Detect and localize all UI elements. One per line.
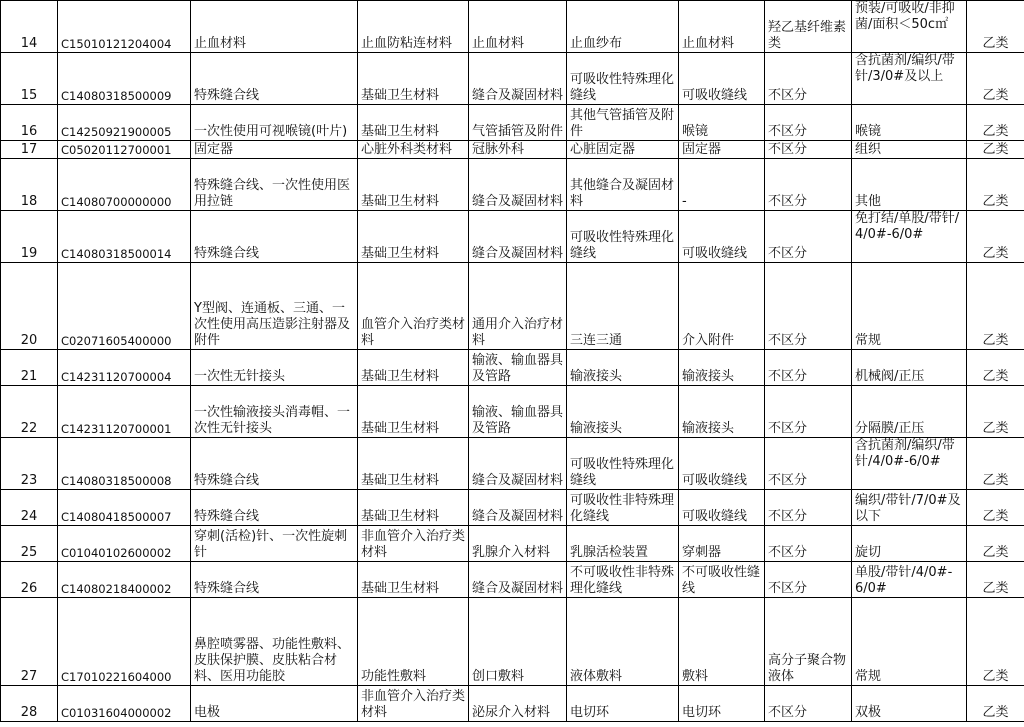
item-code: C14080318500009 <box>58 53 191 105</box>
row-number: 23 <box>1 438 58 490</box>
item-code: C14080218400002 <box>58 562 191 598</box>
category-level-3: 输液接头 <box>567 386 679 438</box>
category-level-2: 乳腺介入材料 <box>469 526 567 562</box>
reimbursement-class: 乙类 <box>967 141 1024 159</box>
row-number: 14 <box>1 1 58 53</box>
category-level-2: 缝合及凝固材料 <box>469 159 567 211</box>
item-code: C02071605400000 <box>58 263 191 350</box>
item-code: C15010121204004 <box>58 1 191 53</box>
category-level-1: 基础卫生材料 <box>358 350 469 386</box>
row-number: 18 <box>1 159 58 211</box>
table-row <box>1 53 1024 105</box>
item-name: 特殊缝合线 <box>191 438 358 490</box>
table-row <box>1 105 1024 141</box>
reimbursement-class: 乙类 <box>967 211 1024 263</box>
table-row <box>1 211 1024 263</box>
row-number: 26 <box>1 562 58 598</box>
category-level-2: 缝合及凝固材料 <box>469 211 567 263</box>
item-name: 电极 <box>191 686 358 722</box>
category-level-1: 非血管介入治疗类材料 <box>358 686 469 722</box>
item-code: C14250921900005 <box>58 105 191 141</box>
category-level-1: 非血管介入治疗类材料 <box>358 526 469 562</box>
item-name: 一次性无针接头 <box>191 350 358 386</box>
category-level-2: 创口敷料 <box>469 598 567 686</box>
row-number: 17 <box>1 141 58 159</box>
table-row <box>1 386 1024 438</box>
category-level-4: 止血材料 <box>679 1 765 53</box>
row-number: 15 <box>1 53 58 105</box>
reimbursement-class: 乙类 <box>967 438 1024 490</box>
category-level-1: 基础卫生材料 <box>358 490 469 526</box>
reimbursement-class: 乙类 <box>967 159 1024 211</box>
category-level-3: 心脏固定器 <box>567 141 679 159</box>
material: 不区分 <box>765 159 852 211</box>
material: 不区分 <box>765 386 852 438</box>
category-level-3: 液体敷料 <box>567 598 679 686</box>
specification: 免打结/单股/带针/4/0#-6/0# <box>852 211 967 263</box>
category-level-3: 可吸收性特殊理化缝线 <box>567 438 679 490</box>
table-row <box>1 1 1024 53</box>
material: 不区分 <box>765 562 852 598</box>
category-level-3: 输液接头 <box>567 350 679 386</box>
specification: 其他 <box>852 159 967 211</box>
category-level-1: 基础卫生材料 <box>358 105 469 141</box>
category-level-1: 血管介入治疗类材料 <box>358 263 469 350</box>
category-level-3: 止血纱布 <box>567 1 679 53</box>
reimbursement-class: 乙类 <box>967 526 1024 562</box>
category-level-4: 可吸收缝线 <box>679 438 765 490</box>
category-level-4: 可吸收缝线 <box>679 211 765 263</box>
specification: 旋切 <box>852 526 967 562</box>
material: 不区分 <box>765 350 852 386</box>
category-level-4: 输液接头 <box>679 386 765 438</box>
category-level-1: 止血防粘连材料 <box>358 1 469 53</box>
category-level-3: 其他气管插管及附件 <box>567 105 679 141</box>
table-row <box>1 490 1024 526</box>
item-code: C05020112700001 <box>58 141 191 159</box>
category-level-4: 介入附件 <box>679 263 765 350</box>
category-level-1: 基础卫生材料 <box>358 53 469 105</box>
item-code: C17010221604000 <box>58 598 191 686</box>
table-row <box>1 526 1024 562</box>
category-level-4: 喉镜 <box>679 105 765 141</box>
category-level-2: 冠脉外科 <box>469 141 567 159</box>
category-level-2: 输液、输血器具及管路 <box>469 386 567 438</box>
reimbursement-class: 乙类 <box>967 386 1024 438</box>
category-level-4: 可吸收缝线 <box>679 490 765 526</box>
row-number: 16 <box>1 105 58 141</box>
item-code: C14080318500014 <box>58 211 191 263</box>
item-name: 止血材料 <box>191 1 358 53</box>
item-code: C14231120700001 <box>58 386 191 438</box>
category-level-4: 不可吸收性缝线 <box>679 562 765 598</box>
category-level-2: 止血材料 <box>469 1 567 53</box>
material: 不区分 <box>765 263 852 350</box>
category-level-4: 电切环 <box>679 686 765 722</box>
item-name: 特殊缝合线 <box>191 562 358 598</box>
category-level-3: 可吸收性特殊理化缝线 <box>567 211 679 263</box>
table-row <box>1 686 1024 722</box>
category-level-2: 通用介入治疗材料 <box>469 263 567 350</box>
row-number: 28 <box>1 686 58 722</box>
category-level-1: 基础卫生材料 <box>358 211 469 263</box>
item-name: 鼻腔喷雾器、功能性敷料、皮肤保护膜、皮肤粘合材料、医用功能胶 <box>191 598 358 686</box>
category-level-3: 其他缝合及凝固材料 <box>567 159 679 211</box>
reimbursement-class: 乙类 <box>967 1 1024 53</box>
material: 不区分 <box>765 438 852 490</box>
category-level-1: 功能性敷料 <box>358 598 469 686</box>
specification: 常规 <box>852 598 967 686</box>
row-number: 22 <box>1 386 58 438</box>
table-row <box>1 562 1024 598</box>
item-name: Y型阀、连通板、三通、一次性使用高压造影注射器及附件 <box>191 263 358 350</box>
reimbursement-class: 乙类 <box>967 105 1024 141</box>
category-level-3: 三连三通 <box>567 263 679 350</box>
category-level-2: 缝合及凝固材料 <box>469 562 567 598</box>
material: 不区分 <box>765 141 852 159</box>
item-code: C01040102600002 <box>58 526 191 562</box>
material: 不区分 <box>765 490 852 526</box>
row-number: 25 <box>1 526 58 562</box>
item-code: C14080318500008 <box>58 438 191 490</box>
category-level-1: 基础卫生材料 <box>358 562 469 598</box>
item-name: 特殊缝合线 <box>191 211 358 263</box>
material: 高分子聚合物液体 <box>765 598 852 686</box>
category-level-4: 固定器 <box>679 141 765 159</box>
row-number: 24 <box>1 490 58 526</box>
specification: 含抗菌剂/编织/带针/3/0#及以上 <box>852 53 967 105</box>
row-number: 21 <box>1 350 58 386</box>
item-code: C01031604000002 <box>58 686 191 722</box>
item-name: 固定器 <box>191 141 358 159</box>
material: 不区分 <box>765 105 852 141</box>
category-level-4: - <box>679 159 765 211</box>
category-level-2: 输液、输血器具及管路 <box>469 350 567 386</box>
material: 不区分 <box>765 211 852 263</box>
specification: 组织 <box>852 141 967 159</box>
specification: 双极 <box>852 686 967 722</box>
category-level-3: 不可吸收性非特殊理化缝线 <box>567 562 679 598</box>
reimbursement-class: 乙类 <box>967 350 1024 386</box>
item-code: C14231120700004 <box>58 350 191 386</box>
row-number: 19 <box>1 211 58 263</box>
material: 不区分 <box>765 526 852 562</box>
reimbursement-class: 乙类 <box>967 598 1024 686</box>
specification: 喉镜 <box>852 105 967 141</box>
specification: 常规 <box>852 263 967 350</box>
table-row <box>1 350 1024 386</box>
material: 不区分 <box>765 686 852 722</box>
item-name: 穿刺(活检)针、一次性旋刺针 <box>191 526 358 562</box>
category-level-4: 可吸收缝线 <box>679 53 765 105</box>
category-level-2: 气管插管及附件 <box>469 105 567 141</box>
item-name: 特殊缝合线 <box>191 490 358 526</box>
table-row <box>1 141 1024 159</box>
category-level-3: 可吸收性非特殊理化缝线 <box>567 490 679 526</box>
specification: 单股/带针/4/0#-6/0# <box>852 562 967 598</box>
table-row <box>1 598 1024 686</box>
item-name: 一次性使用可视喉镜(叶片) <box>191 105 358 141</box>
category-level-3: 可吸收性特殊理化缝线 <box>567 53 679 105</box>
row-number: 20 <box>1 263 58 350</box>
category-level-4: 输液接头 <box>679 350 765 386</box>
item-name: 特殊缝合线 <box>191 53 358 105</box>
category-level-1: 基础卫生材料 <box>358 159 469 211</box>
reimbursement-class: 乙类 <box>967 263 1024 350</box>
item-code: C14080700000000 <box>58 159 191 211</box>
table-row <box>1 159 1024 211</box>
category-level-3: 乳腺活检装置 <box>567 526 679 562</box>
category-level-2: 缝合及凝固材料 <box>469 53 567 105</box>
specification: 含抗菌剂/编织/带针/4/0#-6/0# <box>852 438 967 490</box>
table-body <box>1 1 1024 722</box>
item-name: 特殊缝合线、一次性使用医用拉链 <box>191 159 358 211</box>
category-level-2: 泌尿介入材料 <box>469 686 567 722</box>
specification: 分隔膜/正压 <box>852 386 967 438</box>
table-row <box>1 438 1024 490</box>
material: 不区分 <box>765 53 852 105</box>
material: 羟乙基纤维素类 <box>765 1 852 53</box>
specification: 预装/可吸收/非抑菌/面积＜50c㎡ <box>852 1 967 53</box>
category-level-2: 缝合及凝固材料 <box>469 490 567 526</box>
item-name: 一次性输液接头消毒帽、一次性无针接头 <box>191 386 358 438</box>
category-level-1: 心脏外科类材料 <box>358 141 469 159</box>
table-row <box>1 263 1024 350</box>
reimbursement-class: 乙类 <box>967 686 1024 722</box>
row-number: 27 <box>1 598 58 686</box>
category-level-3: 电切环 <box>567 686 679 722</box>
category-level-4: 穿刺器 <box>679 526 765 562</box>
category-level-1: 基础卫生材料 <box>358 386 469 438</box>
reimbursement-class: 乙类 <box>967 53 1024 105</box>
category-level-2: 缝合及凝固材料 <box>469 438 567 490</box>
specification: 编织/带针/7/0#及以下 <box>852 490 967 526</box>
item-code: C14080418500007 <box>58 490 191 526</box>
category-level-1: 基础卫生材料 <box>358 438 469 490</box>
reimbursement-class: 乙类 <box>967 562 1024 598</box>
category-level-4: 敷料 <box>679 598 765 686</box>
specification: 机械阀/正压 <box>852 350 967 386</box>
reimbursement-class: 乙类 <box>967 490 1024 526</box>
